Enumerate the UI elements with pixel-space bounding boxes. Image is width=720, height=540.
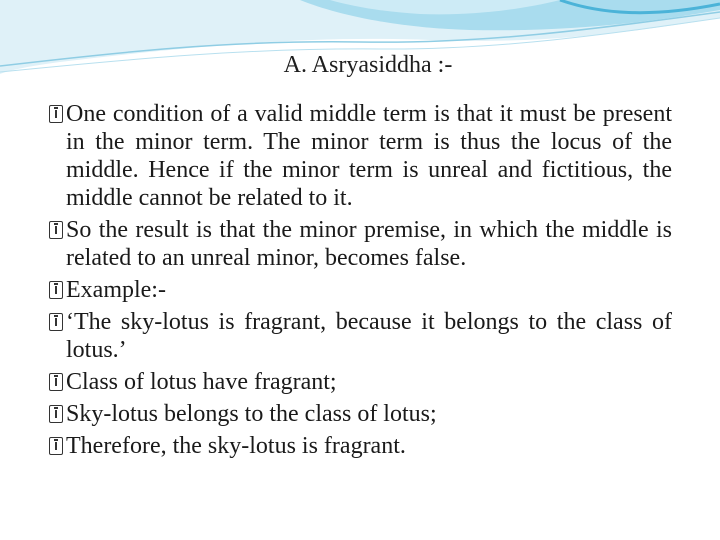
- bullet-text: One condition of a valid middle term is that it must be present in the minor term. The minor term is thus the locus of the middle. Hence if the minor term is unreal and fictitious, the middle cannot be related to it.: [66, 101, 672, 211]
- missing-glyph-icon: [49, 221, 63, 239]
- bullet-text: ‘The sky-lotus is fragrant, because it belongs to the class of lotus.’: [66, 309, 672, 363]
- missing-glyph-icon: [49, 373, 63, 391]
- bullet-item: [50, 100, 672, 212]
- bullet-list: [50, 100, 672, 464]
- missing-glyph-icon: [49, 437, 63, 455]
- bullet-text: Example:-: [66, 277, 166, 303]
- bullet-text: Class of lotus have fragrant;: [66, 369, 337, 395]
- slide-title: A. Asryasiddha :-: [283, 52, 453, 78]
- missing-glyph-icon: [49, 105, 63, 123]
- missing-glyph-icon: [49, 405, 63, 423]
- bullet-text: Therefore, the sky-lotus is fragrant.: [66, 433, 406, 459]
- bullet-item: [50, 432, 672, 460]
- bullet-text: Sky-lotus belongs to the class of lotus;: [66, 401, 437, 427]
- missing-glyph-icon: [49, 281, 63, 299]
- missing-glyph-icon: [49, 313, 63, 331]
- bullet-item: [50, 308, 672, 364]
- bullet-item: [50, 400, 672, 428]
- bullet-text: So the result is that the minor premise, in which the middle is related to an unreal minor, becomes false.: [66, 217, 672, 271]
- bullet-item: [50, 276, 672, 304]
- bullet-item: [50, 216, 672, 272]
- bullet-item: [50, 368, 672, 396]
